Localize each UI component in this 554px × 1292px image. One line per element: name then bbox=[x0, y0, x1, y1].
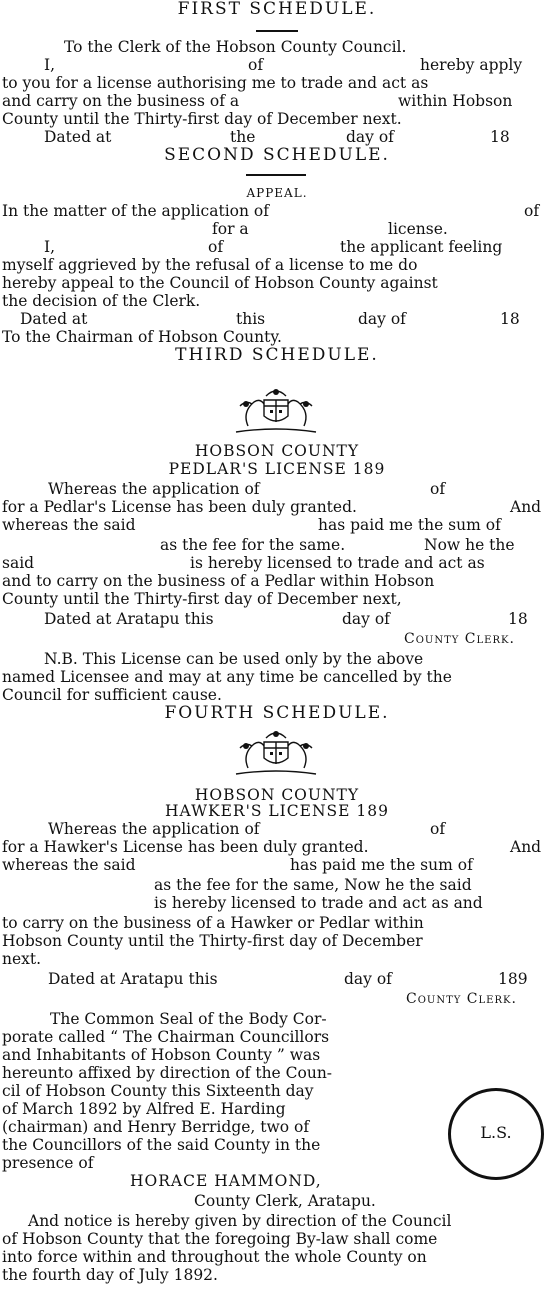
second-applicant: the applicant feeling bbox=[340, 238, 503, 256]
fourth-clerk: County Clerk. bbox=[406, 991, 517, 1007]
second-schedule-heading: SECOND SCHEDULE. bbox=[164, 145, 390, 165]
coat-of-arms-icon bbox=[226, 728, 326, 780]
appeal-subheading: APPEAL. bbox=[246, 186, 308, 200]
coat-of-arms-icon bbox=[226, 386, 326, 438]
first-i: I, bbox=[44, 56, 56, 74]
first-of: of bbox=[248, 56, 264, 74]
first-schedule-heading: FIRST SCHEDULE. bbox=[177, 0, 377, 19]
fourth-line-6: to carry on the business of a Hawker or Pedlar within bbox=[2, 914, 424, 932]
third-pedlar-granted: for a Pedlar's License has been duly granted. bbox=[2, 498, 357, 516]
third-county: HOBSON COUNTY bbox=[194, 442, 360, 460]
third-whereas: Whereas the application of bbox=[48, 480, 260, 498]
fourth-license-title: HAWKER'S LICENSE 189 bbox=[165, 802, 389, 820]
signatory-name: HORACE HAMMOND, bbox=[130, 1172, 322, 1190]
third-clerk: County Clerk. bbox=[404, 631, 515, 647]
third-schedule-heading: THIRD SCHEDULE. bbox=[175, 345, 379, 365]
notice-line: of Hobson County that the foregoing By-law shall come bbox=[2, 1230, 438, 1248]
third-said: said bbox=[2, 554, 35, 572]
first-dated-year: 18 bbox=[490, 128, 510, 146]
text: myself aggrieved by the refusal of a license to me do bbox=[2, 256, 418, 274]
notice-line: the fourth day of July 1892. bbox=[2, 1266, 218, 1284]
notice-line: into force within and throughout the whole County on bbox=[2, 1248, 427, 1266]
third-nb-1: N.B. This License can be used only by the above bbox=[44, 650, 424, 668]
fourth-of: of bbox=[430, 820, 446, 838]
fourth-line-4: as the fee for the same, Now he the said bbox=[154, 876, 472, 894]
seal-text-line: The Common Seal of the Body Cor- bbox=[50, 1010, 327, 1028]
second-of-2: of bbox=[208, 238, 224, 256]
third-line-7: County until the Thirty-first day of December next, bbox=[2, 590, 402, 608]
first-line-2 bbox=[2, 74, 548, 92]
first-business: and carry on the business of a bbox=[2, 92, 240, 110]
third-dated-dayof: day of bbox=[342, 610, 390, 628]
second-dated: Dated at bbox=[20, 310, 88, 328]
third-line-6: and to carry on the business of a Pedlar within Hobson bbox=[2, 572, 435, 590]
second-for-a: for a bbox=[212, 220, 249, 238]
second-dated-year: 18 bbox=[500, 310, 520, 328]
fourth-county: HOBSON COUNTY bbox=[194, 786, 360, 804]
third-of: of bbox=[430, 480, 446, 498]
third-licensed: is hereby licensed to trade and act as bbox=[190, 554, 485, 572]
first-apply: hereby apply bbox=[420, 56, 523, 74]
third-nb-2: named Licensee and may at any time be cancelled by the bbox=[2, 668, 452, 686]
third-fee: as the fee for the same. bbox=[160, 536, 346, 554]
second-line-4 bbox=[2, 256, 548, 274]
third-and: And bbox=[510, 498, 542, 516]
second-of: of bbox=[524, 202, 540, 220]
first-dated-dayof: day of bbox=[346, 128, 394, 146]
second-license: license. bbox=[388, 220, 448, 238]
seal-text-line: of March 1892 by Alfred E. Harding bbox=[2, 1100, 286, 1118]
divider bbox=[256, 30, 298, 32]
third-dated: Dated at Aratapu this bbox=[44, 610, 214, 628]
fourth-and: And bbox=[510, 838, 542, 856]
fourth-line-8: next. bbox=[2, 950, 42, 968]
second-to: To the Chairman of Hobson County. bbox=[2, 328, 282, 346]
first-within: within Hobson bbox=[398, 92, 513, 110]
third-dated-year: 18 bbox=[508, 610, 528, 628]
notice-line: And notice is hereby given by direction of the Council bbox=[28, 1212, 452, 1230]
second-dated-this: this bbox=[236, 310, 266, 328]
second-line-5: hereby appeal to the Council of Hobson County against bbox=[2, 274, 438, 292]
fourth-dated-year: 189 bbox=[498, 970, 528, 988]
fourth-schedule-heading: FOURTH SCHEDULE. bbox=[164, 703, 390, 723]
second-dated-dayof: day of bbox=[358, 310, 406, 328]
third-now: Now he the bbox=[424, 536, 515, 554]
first-dated: Dated at bbox=[44, 128, 112, 146]
seal-text-line: and Inhabitants of Hobson County ” was bbox=[2, 1046, 321, 1064]
second-matter: In the matter of the application of bbox=[2, 202, 269, 220]
seal-text-line: hereunto affixed by direction of the Coun- bbox=[2, 1064, 333, 1082]
fourth-dated: Dated at Aratapu this bbox=[48, 970, 218, 988]
text: to you for a license authorising me to trade and act as bbox=[2, 74, 429, 92]
first-dated-the: the bbox=[230, 128, 256, 146]
third-paid: has paid me the sum of bbox=[318, 516, 501, 534]
third-license-title: PEDLAR'S LICENSE 189 bbox=[168, 460, 386, 478]
fourth-whereas: Whereas the application of bbox=[48, 820, 260, 838]
signatory-title: County Clerk, Aratapu. bbox=[194, 1192, 376, 1210]
seal-label: L.S. bbox=[480, 1123, 512, 1142]
third-nb-3: Council for sufficient cause. bbox=[2, 686, 222, 704]
first-line-4: County until the Thirty-first day of December next. bbox=[2, 110, 402, 128]
fourth-dated-dayof: day of bbox=[344, 970, 392, 988]
seal-text-line: (chairman) and Henry Berridge, two of bbox=[2, 1118, 310, 1136]
fourth-paid: has paid me the sum of bbox=[290, 856, 473, 874]
seal-text-line: presence of bbox=[2, 1154, 94, 1172]
seal-text-line: the Councillors of the said County in the bbox=[2, 1136, 321, 1154]
third-whereas-said: whereas the said bbox=[2, 516, 136, 534]
second-i: I, bbox=[44, 238, 56, 256]
fourth-hawker-granted: for a Hawker's License has been duly granted. bbox=[2, 838, 369, 856]
fourth-whereas-said: whereas the said bbox=[2, 856, 136, 874]
fourth-line-7: Hobson County until the Thirty-first day of December bbox=[2, 932, 423, 950]
divider bbox=[246, 174, 306, 176]
fourth-line-5: is hereby licensed to trade and act as and bbox=[154, 894, 483, 912]
second-line-6: the decision of the Clerk. bbox=[2, 292, 201, 310]
common-seal bbox=[448, 1088, 544, 1180]
first-to: To the Clerk of the Hobson County Council. bbox=[64, 38, 407, 56]
seal-text-line: porate called “ The Chairman Councillors bbox=[2, 1028, 330, 1046]
seal-text-line: cil of Hobson County this Sixteenth day bbox=[2, 1082, 314, 1100]
